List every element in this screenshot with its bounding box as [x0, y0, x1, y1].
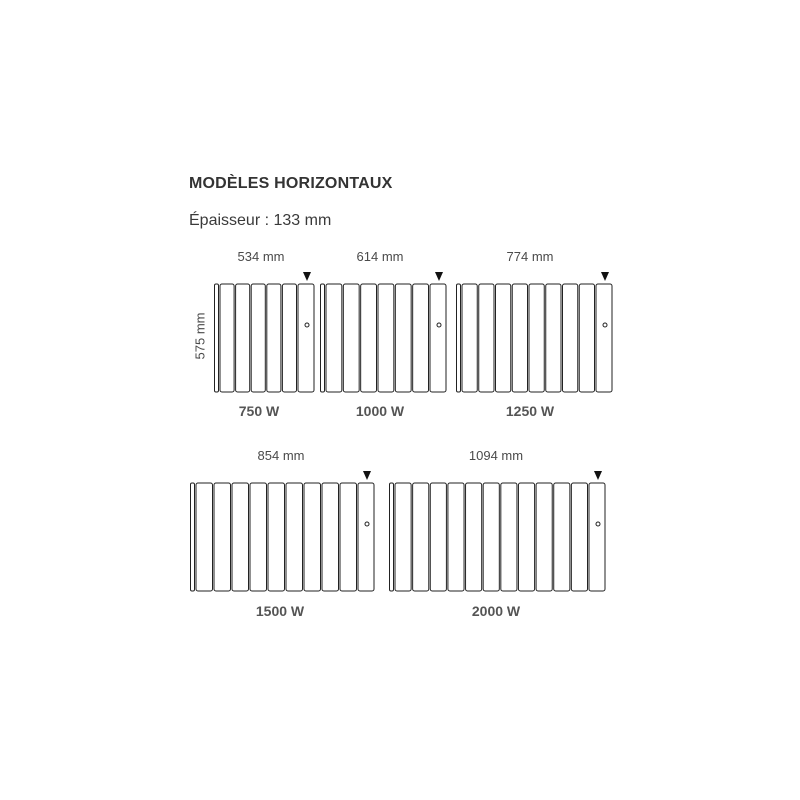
radiator-fin [529, 284, 544, 392]
radiator-fin [304, 483, 321, 591]
radiator-end-cap [215, 284, 219, 392]
radiator-end-cap [457, 284, 461, 392]
radiator-1000-diagram [320, 268, 446, 394]
power-label-1500: 1500 W [255, 603, 305, 619]
knob-icon [365, 522, 369, 526]
knob-icon [305, 323, 309, 327]
radiator-fin [466, 483, 482, 591]
radiator-fin [518, 483, 534, 591]
radiator-fin [286, 483, 303, 591]
radiator-fin [232, 483, 249, 591]
radiator-fin [340, 483, 357, 591]
radiator-fin [483, 483, 499, 591]
radiator-fin [512, 284, 527, 392]
radiator-fin [501, 483, 517, 591]
radiator-control-panel [358, 483, 374, 591]
radiator-fin [326, 284, 342, 392]
radiator-fin [413, 284, 429, 392]
power-label-2000: 2000 W [471, 603, 521, 619]
power-label-1000: 1000 W [355, 403, 405, 419]
radiator-2000-diagram [389, 467, 605, 593]
down-arrow-icon [601, 272, 609, 281]
radiator-1250-diagram [456, 268, 612, 394]
radiator-1500-diagram [190, 467, 374, 593]
thickness-label: Épaisseur : 133 mm [189, 212, 332, 229]
radiator-end-cap [191, 483, 195, 591]
radiator-fin [322, 483, 339, 591]
power-label-750: 750 W [238, 403, 280, 419]
radiator-fin [448, 483, 464, 591]
radiator-750-diagram [214, 268, 314, 394]
radiator-fin [536, 483, 552, 591]
width-label-1000: 614 mm [356, 249, 404, 264]
radiator-fin [251, 284, 265, 392]
radiator-fin [479, 284, 494, 392]
radiator-fin [378, 284, 394, 392]
radiator-control-panel [589, 483, 605, 591]
radiator-fin [571, 483, 587, 591]
radiator-fin [267, 284, 281, 392]
radiator-end-cap [321, 284, 325, 392]
down-arrow-icon [594, 471, 602, 480]
radiator-end-cap [390, 483, 394, 591]
radiator-fin [554, 483, 570, 591]
radiator-control-panel [430, 284, 446, 392]
radiator-fin [282, 284, 296, 392]
knob-icon [596, 522, 600, 526]
section-title: MODÈLES HORIZONTAUX [189, 175, 393, 192]
radiator-fin [546, 284, 561, 392]
radiator-fin [395, 284, 411, 392]
height-dimension-label: 575 mm [192, 312, 208, 360]
radiator-fin [268, 483, 285, 591]
radiator-fin [430, 483, 446, 591]
radiator-fin [343, 284, 359, 392]
radiator-fin [563, 284, 578, 392]
radiator-fin [361, 284, 377, 392]
radiator-fin [220, 284, 234, 392]
radiator-fin [395, 483, 411, 591]
down-arrow-icon [303, 272, 311, 281]
width-label-1500: 854 mm [257, 448, 305, 463]
power-label-1250: 1250 W [505, 403, 555, 419]
radiator-fin [196, 483, 213, 591]
knob-icon [603, 323, 607, 327]
radiator-fin [250, 483, 267, 591]
width-label-750: 534 mm [237, 249, 285, 264]
radiator-fin [214, 483, 231, 591]
radiator-fin [236, 284, 250, 392]
radiator-control-panel [298, 284, 314, 392]
radiator-fin [413, 483, 429, 591]
down-arrow-icon [363, 471, 371, 480]
knob-icon [437, 323, 441, 327]
down-arrow-icon [435, 272, 443, 281]
width-label-1250: 774 mm [506, 249, 554, 264]
radiator-control-panel [596, 284, 612, 392]
radiator-fin [496, 284, 511, 392]
radiator-fin [462, 284, 477, 392]
width-label-2000: 1094 mm [468, 448, 524, 463]
radiator-fin [579, 284, 594, 392]
